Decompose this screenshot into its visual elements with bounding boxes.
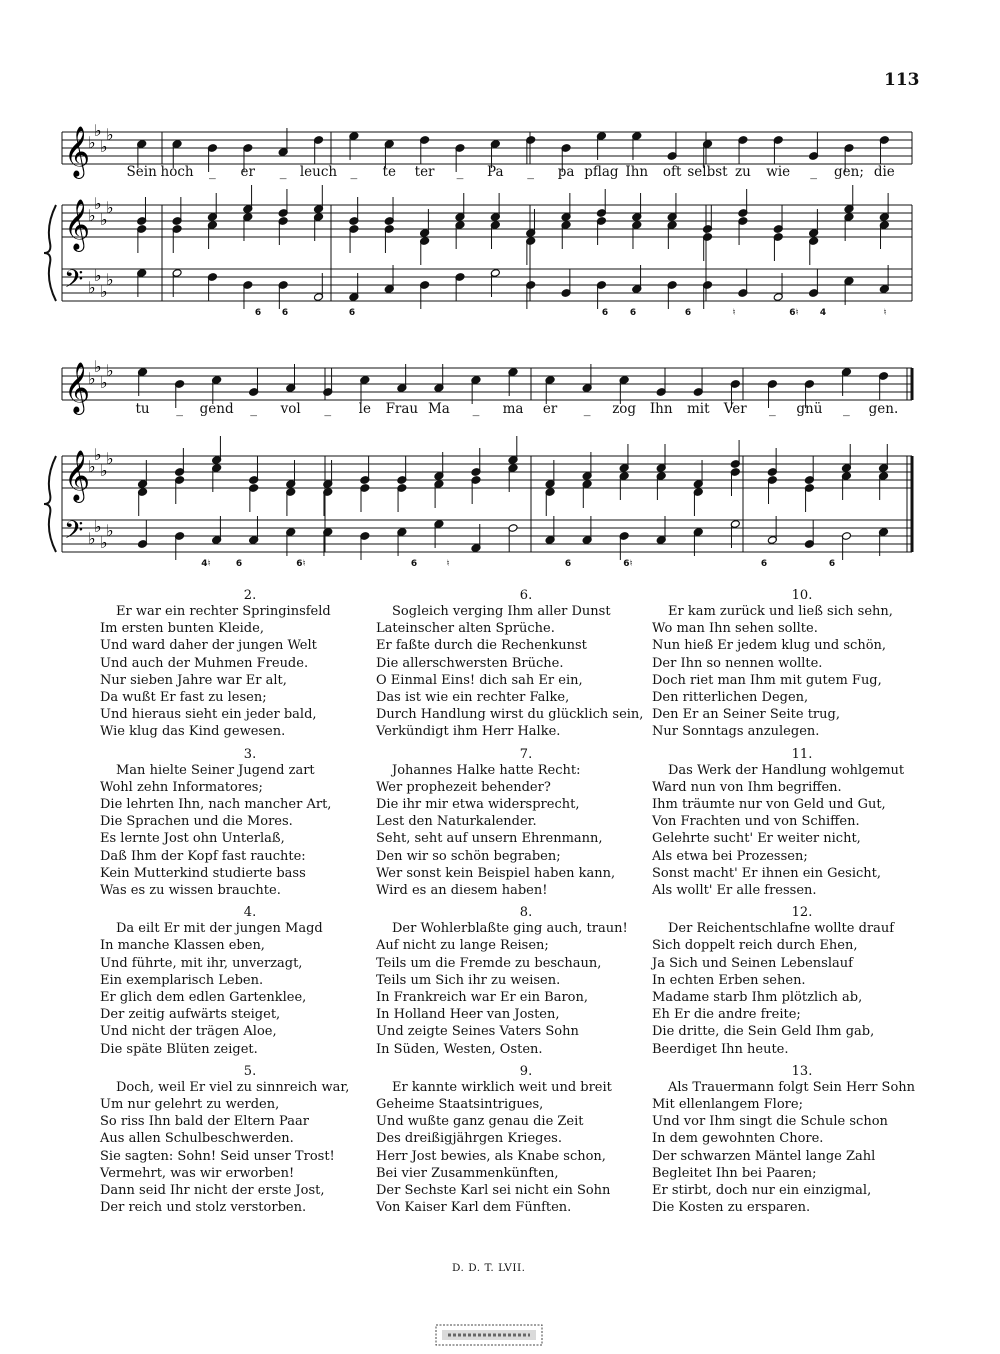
lyric-syllable: mit bbox=[686, 401, 710, 417]
lyric-syllable: _ bbox=[176, 401, 183, 417]
verse-number: 4. bbox=[243, 905, 257, 921]
verse-line: Die lehrten Ihn, nach mancher Art, bbox=[100, 797, 332, 813]
lyric-syllable: _ bbox=[350, 164, 358, 180]
verse bbox=[652, 905, 952, 1058]
verse-line: Sie sagten: Sohn! Seid unser Trost! bbox=[100, 1148, 335, 1164]
verse-line: Wohl zehn Informatores; bbox=[100, 779, 263, 795]
verse-line: Als wollt' Er alle fressen. bbox=[652, 883, 817, 899]
verse-line: Eh Er die andre freite; bbox=[652, 1007, 801, 1023]
verse-line: Begleitet Ihn bei Paaren; bbox=[652, 1165, 817, 1181]
verse-line: Aus allen Schulbeschwerden. bbox=[100, 1131, 294, 1147]
verse-line: Und ward daher der jungen Welt bbox=[100, 638, 317, 654]
verse-line: Der Wohlerblaßte ging auch, traun! bbox=[392, 921, 628, 937]
lyric-syllable: Ihn bbox=[649, 401, 673, 417]
verse-line: Als etwa bei Prozessen; bbox=[652, 848, 808, 864]
lyric-syllable: selbst bbox=[687, 164, 728, 180]
figured-bass: 6♮ bbox=[623, 559, 633, 569]
flat-sign: ♭ bbox=[94, 121, 102, 140]
lyric-syllable: zog bbox=[612, 401, 637, 417]
piano-brace bbox=[44, 456, 56, 552]
lyric-syllable: _ bbox=[279, 164, 287, 180]
flat-sign: ♭ bbox=[88, 278, 96, 297]
lyric-syllable: zu bbox=[734, 164, 751, 180]
footer-signature: D. D. T. LVII. bbox=[452, 1262, 526, 1274]
treble-clef: 𝄞 bbox=[64, 362, 91, 413]
verse-line: Vermehrt, was wir erworben! bbox=[100, 1165, 295, 1181]
verse-line: Die späte Blüten zeiget. bbox=[100, 1041, 258, 1057]
verse-line: Da wußt Er fast zu lesen; bbox=[100, 690, 267, 706]
lyric-syllable: die bbox=[873, 164, 895, 180]
verse-line: Er glich dem edlen Gartenklee, bbox=[100, 990, 307, 1006]
verse-line: Mit ellenlangem Flore; bbox=[652, 1097, 803, 1113]
verse-number: 10. bbox=[791, 588, 813, 603]
verse-line: In Holland Heer van Josten, bbox=[376, 1007, 560, 1023]
lyric-syllable: vol bbox=[280, 401, 301, 417]
lyric-syllable: leuch bbox=[299, 164, 338, 180]
verse-line: Er stirbt, doch nur ein einzigmal, bbox=[652, 1183, 872, 1199]
verse-line: Geheime Staatsintrigues, bbox=[376, 1097, 544, 1113]
flat-sign: ♭ bbox=[88, 457, 96, 476]
flat-sign: ♭ bbox=[100, 461, 108, 480]
piano-brace bbox=[44, 205, 56, 301]
verse bbox=[100, 588, 400, 741]
verse-line: Der Ihn so nennen wollte. bbox=[652, 655, 823, 671]
verse-number: 7. bbox=[519, 746, 533, 762]
verse-line: Und nicht der trägen Aloe, bbox=[100, 1024, 277, 1040]
verse-line: Er kam zurück und ließ sich sehn, bbox=[668, 604, 893, 619]
flat-sign: ♭ bbox=[88, 133, 96, 152]
figured-bass: 4♮ bbox=[201, 559, 211, 569]
lyric-syllable: _ bbox=[324, 401, 332, 417]
verse-line: Wie klug das Kind gewesen. bbox=[100, 724, 286, 740]
figured-bass: 6 bbox=[281, 308, 289, 318]
verse-line: Den ritterlichen Degen, bbox=[652, 690, 809, 706]
music-score bbox=[0, 0, 1000, 590]
verse-line: O Einmal Eins! dich sah Er ein, bbox=[376, 672, 583, 688]
flat-sign: ♭ bbox=[106, 521, 114, 540]
verse-line: Die ihr mir etwa widersprecht, bbox=[376, 797, 580, 813]
verse-line: In Süden, Westen, Osten. bbox=[376, 1041, 543, 1057]
verse bbox=[376, 1064, 676, 1217]
verse-line: Seht, seht auf unsern Ehrenmann, bbox=[376, 831, 603, 847]
verse bbox=[652, 1064, 952, 1217]
verse bbox=[652, 588, 952, 741]
lyric-syllable: er bbox=[542, 401, 558, 417]
page-number: 113 bbox=[884, 70, 920, 90]
verse-number: 5. bbox=[243, 1063, 257, 1079]
verse-line: Von Kaiser Karl dem Fünften. bbox=[376, 1200, 572, 1216]
figured-bass: 6 bbox=[254, 308, 262, 318]
verse-line: Sich doppelt reich durch Ehen, bbox=[652, 938, 858, 954]
verse-line: Wird es an diesem haben! bbox=[376, 883, 548, 899]
verse-line: Er war ein rechter Springinsfeld bbox=[116, 604, 331, 619]
score-system-2 bbox=[44, 357, 912, 569]
verse-line: Und vor Ihm singt die Schule schon bbox=[652, 1114, 888, 1130]
verse bbox=[652, 747, 952, 900]
lyric-syllable: er bbox=[240, 164, 255, 180]
flat-sign: ♭ bbox=[94, 194, 102, 213]
verse-line: Das Werk der Handlung wohlgemut bbox=[668, 762, 905, 778]
lyric-syllable: Sein bbox=[126, 164, 157, 180]
flat-sign: ♭ bbox=[106, 198, 114, 217]
lyric-syllable: ter bbox=[414, 164, 435, 180]
lyric-syllable: _ bbox=[768, 401, 776, 417]
verse-line: Teils um die Fremde zu beschaun, bbox=[376, 955, 602, 971]
verse-line: Gelehrte sucht' Er weiter nicht, bbox=[652, 831, 861, 847]
flat-sign: ♭ bbox=[106, 270, 114, 289]
verse-line: Kein Mutterkind studierte bass bbox=[100, 865, 306, 881]
verse-line: Nur sieben Jahre war Er alt, bbox=[100, 672, 287, 688]
lyric-syllable: _ bbox=[472, 401, 480, 417]
verse-line: Auf nicht zu lange Reisen; bbox=[376, 938, 549, 954]
figured-bass: 4 bbox=[819, 308, 827, 318]
lyric-syllable: tu bbox=[135, 401, 150, 417]
verse-line: Und führte, mit ihr, unverzagt, bbox=[100, 955, 303, 971]
figured-bass: 6 bbox=[601, 308, 609, 318]
verse-line: Der schwarzen Mäntel lange Zahl bbox=[652, 1148, 876, 1164]
verse-number: 13. bbox=[791, 1063, 813, 1079]
lyric-syllable: Ver bbox=[723, 401, 747, 417]
verse-line: Es lernte Jost ohn Unterlaß, bbox=[100, 831, 285, 847]
verse-line: Nun hieß Er jedem klug und schön, bbox=[652, 638, 887, 654]
lyric-syllable: te bbox=[382, 164, 396, 180]
verse-line: In dem gewohnten Chore. bbox=[652, 1131, 824, 1147]
lyric-syllable: hoch bbox=[160, 164, 194, 180]
verse-number: 9. bbox=[519, 1063, 533, 1079]
verse-line: Und hieraus sieht ein jeder bald, bbox=[100, 707, 317, 723]
verse-line: Man hielte Seiner Jugend zart bbox=[116, 762, 315, 778]
verse-line: Lest den Naturkalender. bbox=[376, 814, 537, 830]
lyric-syllable: pflag bbox=[584, 164, 619, 180]
verse-line: Verkündigt ihm Herr Halke. bbox=[376, 724, 561, 740]
treble-clef: 𝄞 bbox=[64, 126, 91, 177]
verse-line: Madame starb Ihm plötzlich ab, bbox=[652, 990, 863, 1006]
figured-bass: 6♮ bbox=[789, 308, 799, 318]
flat-sign: ♭ bbox=[94, 445, 102, 464]
verse-number: 2. bbox=[243, 588, 257, 603]
verse-line: Und wußte ganz genau die Zeit bbox=[376, 1114, 584, 1130]
verse-line: Ihm träumte nur von Geld und Gut, bbox=[652, 797, 886, 813]
lyric-syllable: le bbox=[358, 401, 371, 417]
flat-sign: ♭ bbox=[88, 529, 96, 548]
figured-bass: 6 bbox=[629, 308, 637, 318]
verse-line: Dann seid Ihr nicht der erste Jost, bbox=[100, 1183, 325, 1199]
verse-column-middle bbox=[376, 588, 676, 1223]
verse-line: Ein exemplarisch Leben. bbox=[100, 972, 264, 988]
flat-sign: ♭ bbox=[100, 282, 108, 301]
verse-line: Wer prophezeit behender? bbox=[376, 779, 551, 795]
flat-sign: ♭ bbox=[88, 206, 96, 225]
lyric-syllable: _ bbox=[456, 164, 464, 180]
verse bbox=[376, 588, 676, 741]
verse-line: Wo man Ihn sehen sollte. bbox=[652, 621, 818, 637]
verse-line: Die Sprachen und die Mores. bbox=[100, 814, 293, 830]
verse-line: Er faßte durch die Rechenkunst bbox=[376, 638, 587, 654]
verse-line: Was es zu wissen brauchte. bbox=[100, 883, 281, 899]
treble-clef: 𝄞 bbox=[64, 199, 91, 250]
lyric-syllable: oft bbox=[662, 164, 682, 180]
verse-line: Von Frachten und von Schiffen. bbox=[652, 814, 860, 830]
verse-line: Durch Handlung wirst du glücklich sein, bbox=[376, 707, 644, 723]
verse-line: Das ist wie ein rechter Falke, bbox=[376, 690, 570, 706]
verse bbox=[100, 905, 400, 1058]
flat-sign: ♭ bbox=[94, 266, 102, 285]
score-system-1 bbox=[44, 121, 912, 318]
lyric-syllable: wie bbox=[766, 164, 791, 180]
verse bbox=[376, 747, 676, 900]
figured-bass: ♮ bbox=[446, 559, 450, 569]
verse-line: Die dritte, die Sein Geld Ihm gab, bbox=[652, 1024, 875, 1040]
verse-number: 3. bbox=[243, 746, 257, 762]
verse-line: Lateinscher alten Sprüche. bbox=[376, 621, 555, 637]
flat-sign: ♭ bbox=[100, 137, 108, 156]
verse-line: Ward nun von Ihm begriffen. bbox=[652, 779, 842, 795]
figured-bass: 6 bbox=[684, 308, 692, 318]
lyric-syllable: gend bbox=[199, 401, 234, 417]
verse-line: Den wir so schön begraben; bbox=[376, 848, 561, 864]
verse-line: Nur Sonntags anzulegen. bbox=[652, 724, 820, 740]
verse-line: Der zeitig aufwärts steiget, bbox=[100, 1007, 281, 1023]
verse-line: Die Kosten zu ersparen. bbox=[652, 1200, 811, 1216]
figured-bass: 6 bbox=[348, 308, 356, 318]
figured-bass: 6 bbox=[235, 559, 243, 569]
verse-column-left bbox=[100, 588, 400, 1223]
verse bbox=[100, 747, 400, 900]
verse-line: Johannes Halke hatte Recht: bbox=[392, 762, 581, 778]
verse-line: Sonst macht' Er ihnen ein Gesicht, bbox=[652, 865, 882, 881]
figured-bass: ♮ bbox=[883, 308, 887, 318]
verse-line: Im ersten bunten Kleide, bbox=[100, 621, 264, 637]
lyric-syllable: Ihn bbox=[625, 164, 649, 180]
verse-line: Des dreißigjährgen Krieges. bbox=[376, 1131, 562, 1147]
verse-line: Und zeigte Seines Vaters Sohn bbox=[376, 1024, 579, 1040]
treble-clef: 𝄞 bbox=[64, 450, 91, 501]
verse-line: Da eilt Er mit der jungen Magd bbox=[116, 921, 323, 937]
verse-line: Bei vier Zusammenkünften, bbox=[376, 1165, 559, 1181]
verse-line: Als Trauermann folgt Sein Herr Sohn bbox=[668, 1079, 916, 1095]
flat-sign: ♭ bbox=[106, 361, 114, 380]
verse-number: 12. bbox=[791, 905, 813, 921]
lyric-syllable: Pa bbox=[487, 164, 504, 180]
flat-sign: ♭ bbox=[100, 210, 108, 229]
verse-line: Doch, weil Er viel zu sinnreich war, bbox=[116, 1079, 350, 1095]
bass-clef: 𝄢 bbox=[64, 265, 84, 300]
figured-bass: ♮ bbox=[732, 308, 736, 318]
flat-sign: ♭ bbox=[94, 517, 102, 536]
verse-column-right bbox=[652, 588, 952, 1223]
verse-line: Er kannte wirklich weit und breit bbox=[392, 1079, 612, 1095]
verses-area bbox=[0, 588, 1000, 1228]
flat-sign: ♭ bbox=[100, 373, 108, 392]
verse-line: Und auch der Muhmen Freude. bbox=[100, 655, 309, 671]
verse-line: Teils um Sich ihr zu weisen. bbox=[376, 972, 561, 988]
figured-bass: 6 bbox=[564, 559, 572, 569]
lyric-syllable: ma bbox=[502, 401, 524, 417]
verse-line: In echten Erben sehen. bbox=[652, 972, 806, 988]
lyric-syllable: _ bbox=[583, 401, 591, 417]
flat-sign: ♭ bbox=[88, 369, 96, 388]
verse bbox=[376, 905, 676, 1058]
verse-line: Ja Sich und Seinen Lebenslauf bbox=[652, 955, 853, 971]
figured-bass: 6 bbox=[760, 559, 768, 569]
figured-bass: 6 bbox=[828, 559, 836, 569]
lyric-syllable: pa bbox=[557, 164, 575, 180]
verse bbox=[100, 1064, 400, 1217]
verse-line: Beerdiget Ihn heute. bbox=[652, 1041, 789, 1057]
flat-sign: ♭ bbox=[100, 533, 108, 552]
verse-line: Die allerschwersten Brüche. bbox=[376, 655, 564, 671]
lyric-syllable: Ma bbox=[427, 401, 450, 417]
verse-line: Den Er an Seiner Seite trug, bbox=[652, 707, 840, 723]
library-stamp bbox=[434, 1322, 544, 1348]
verse-line: Der reich und stolz verstorben. bbox=[100, 1200, 307, 1216]
flat-sign: ♭ bbox=[94, 357, 102, 376]
verse-line: Wer sonst kein Beispiel haben kann, bbox=[376, 865, 616, 881]
verse-line: Sogleich verging Ihm aller Dunst bbox=[392, 604, 611, 619]
verse-line: Der Sechste Karl sei nicht ein Sohn bbox=[376, 1183, 611, 1199]
verse-number: 11. bbox=[791, 746, 813, 762]
lyric-syllable: Frau bbox=[385, 401, 419, 417]
figured-bass: 6♮ bbox=[296, 559, 306, 569]
verse-line: In manche Klassen eben, bbox=[100, 938, 265, 954]
bass-clef: 𝄢 bbox=[64, 516, 84, 551]
lyric-syllable: gen; bbox=[834, 164, 864, 180]
lyric-syllable: _ bbox=[250, 401, 258, 417]
lyric-syllable: _ bbox=[527, 164, 535, 180]
lyric-syllable: gnü bbox=[796, 401, 823, 417]
figured-bass: 6 bbox=[410, 559, 418, 569]
verse-line: Daß Ihm der Kopf fast rauchte: bbox=[100, 848, 306, 864]
verse-number: 6. bbox=[519, 588, 533, 603]
verse-number: 8. bbox=[519, 905, 533, 921]
verse-line: So riss Ihn bald der Eltern Paar bbox=[100, 1114, 309, 1130]
lyric-syllable: _ bbox=[843, 401, 850, 417]
lyric-syllable: gen. bbox=[868, 401, 899, 417]
verse-line: Um nur gelehrt zu werden, bbox=[100, 1097, 280, 1113]
flat-sign: ♭ bbox=[106, 125, 114, 144]
lyric-syllable: _ bbox=[810, 164, 817, 180]
verse-line: Doch riet man Ihm mit gutem Fug, bbox=[652, 672, 882, 688]
verse-line: Herr Jost bewies, als Knabe schon, bbox=[376, 1148, 606, 1164]
verse-line: Der Reichentschlafne wollte drauf bbox=[668, 921, 895, 937]
flat-sign: ♭ bbox=[106, 449, 114, 468]
verse-line: In Frankreich war Er ein Baron, bbox=[376, 990, 588, 1006]
lyric-syllable: _ bbox=[209, 164, 216, 180]
